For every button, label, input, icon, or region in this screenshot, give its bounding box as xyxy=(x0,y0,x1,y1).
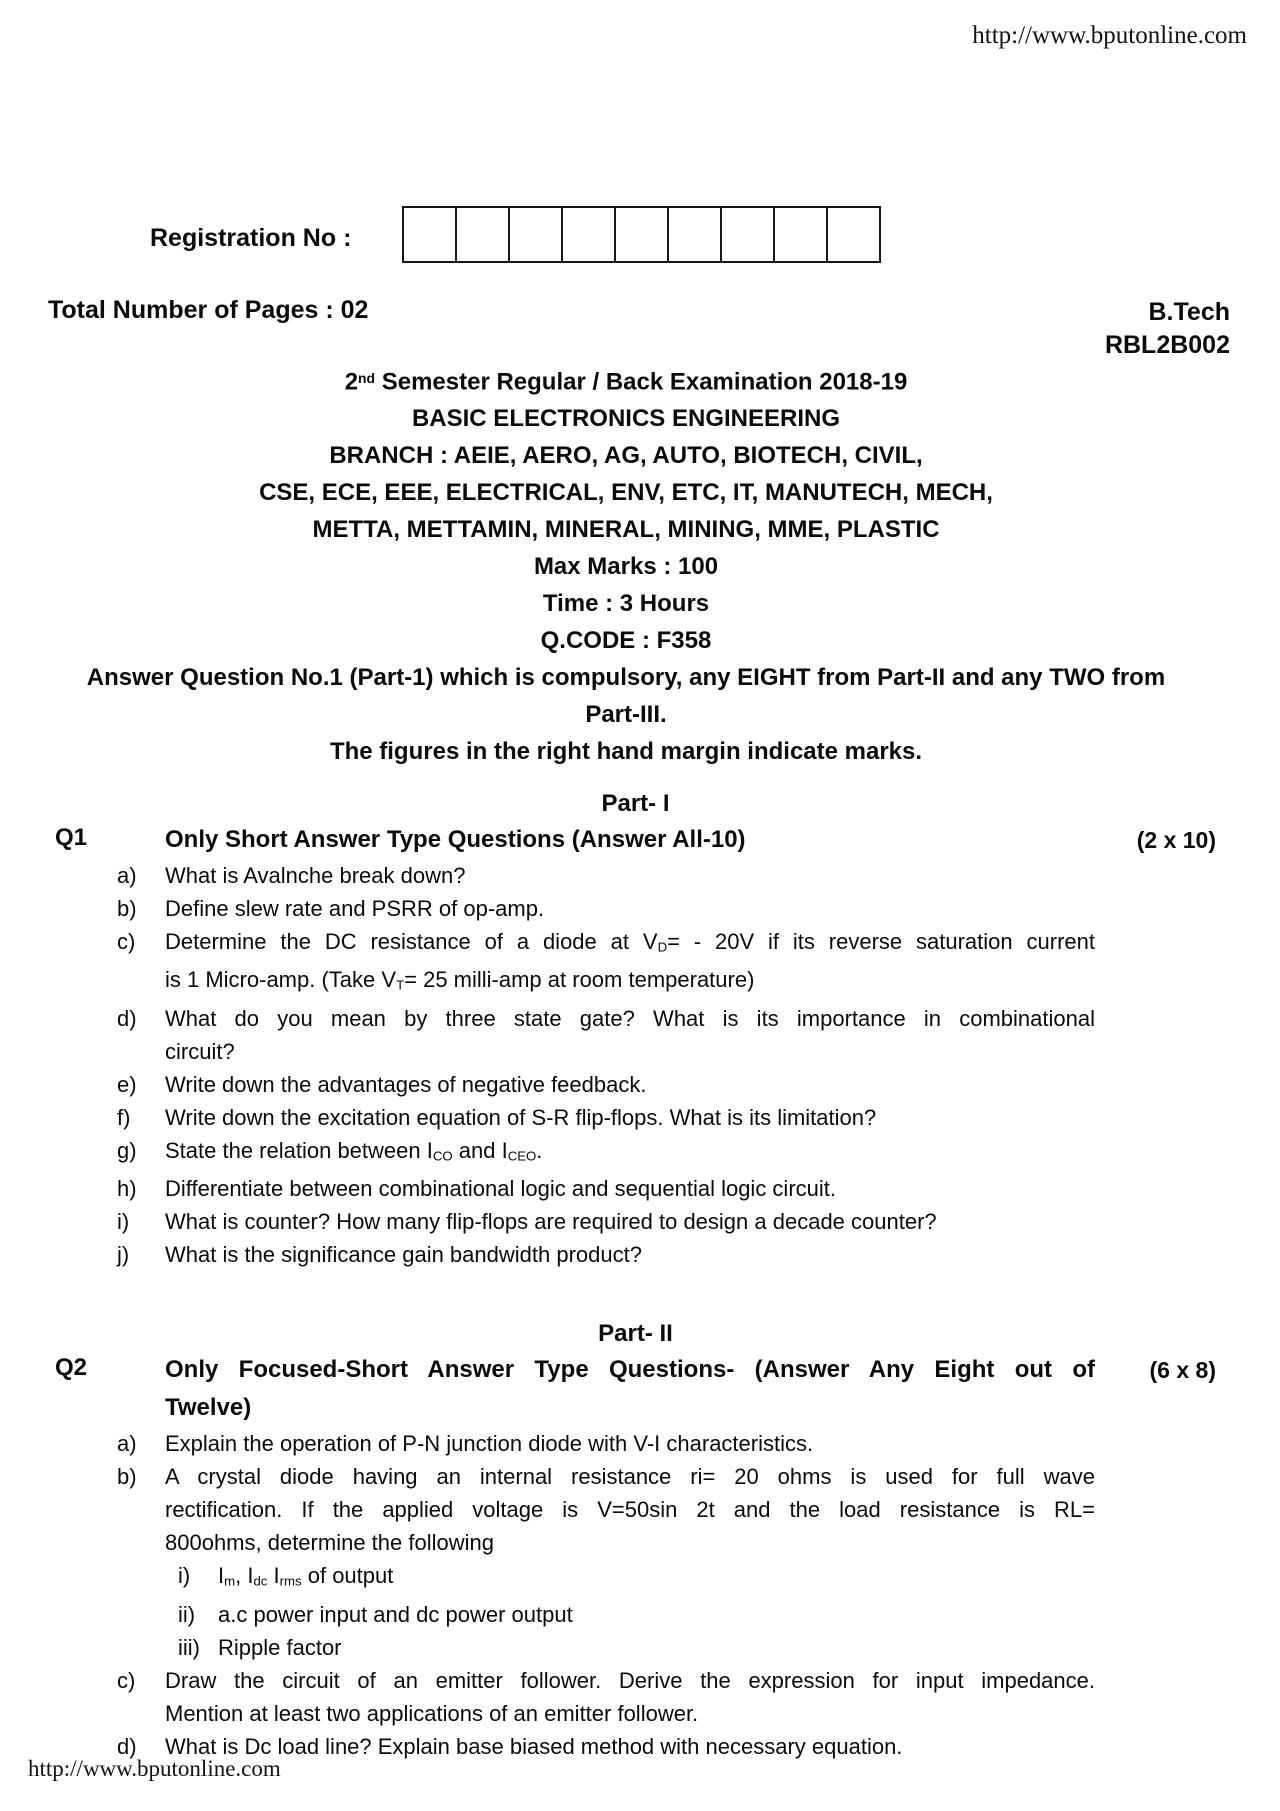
question-text xyxy=(165,1664,1095,1730)
q1-marks: (2 x 10) xyxy=(1136,827,1216,853)
question-item xyxy=(55,1172,1216,1205)
question-letter: f) xyxy=(117,1104,131,1130)
text-run: I xyxy=(218,1563,225,1589)
subquestion-line xyxy=(218,1598,1095,1631)
heading-line xyxy=(0,585,1252,622)
sub-script: D xyxy=(657,939,668,955)
question-line xyxy=(165,1035,1095,1068)
question-line xyxy=(165,1101,1095,1134)
text-run: Write down the advantages of negative feedback. xyxy=(165,1071,647,1097)
question-text xyxy=(165,1427,1095,1460)
question-item xyxy=(55,1134,1216,1172)
question-letter: d) xyxy=(117,1005,137,1031)
heading-line xyxy=(0,511,1252,548)
question-line xyxy=(165,1460,1095,1493)
question-item xyxy=(55,1002,1216,1068)
sub-script: CEO xyxy=(507,1148,537,1164)
question-letter: j) xyxy=(117,1242,130,1268)
text-run: What is Dc load line? Explain base biased method with necessary equation. xyxy=(165,1733,903,1759)
question-text xyxy=(165,1238,1095,1271)
question-line xyxy=(165,1697,1095,1730)
text-run: BASIC ELECTRONICS ENGINEERING xyxy=(411,405,841,433)
question-line xyxy=(165,925,1095,963)
q2-number: Q2 xyxy=(55,1354,88,1382)
text-run: Draw the circuit of an emitter follower. Derive the expression for input impedance. xyxy=(165,1667,1095,1693)
q1-number: Q1 xyxy=(55,824,88,851)
text-run: What is counter? How many flip-flops are required to design a decade counter? xyxy=(165,1209,937,1235)
question-line xyxy=(165,1730,1095,1763)
text-run: Ripple factor xyxy=(218,1634,342,1660)
paper-meta xyxy=(1105,296,1230,362)
total-pages-label: Total Number of Pages : 02 xyxy=(48,296,369,324)
q2-title xyxy=(165,1351,1095,1427)
text-run: . xyxy=(536,1137,543,1163)
question-item xyxy=(55,859,1216,892)
question-text xyxy=(165,1002,1095,1068)
text-run: Q.CODE : F358 xyxy=(540,627,712,655)
text-run: BRANCH : AEIE, AERO, AG, AUTO, BIOTECH, CIVIL, xyxy=(329,442,923,470)
text-run: = - 20V if its reverse saturation current xyxy=(667,929,1095,954)
question-letter: e) xyxy=(117,1071,137,1097)
text-run: METTA, METTAMIN, MINERAL, MINING, MME, PLASTIC xyxy=(312,516,940,544)
registration-box xyxy=(667,206,722,263)
text-run: Answer Question No.1 (Part-1) which is compulsory, any EIGHT from Part-II and any TWO from xyxy=(86,664,1166,692)
text-run: Part-III. xyxy=(585,701,667,729)
heading-line xyxy=(0,548,1252,585)
subquestion-text xyxy=(218,1631,1095,1664)
question-text xyxy=(165,1101,1095,1134)
text-run: What is the significance gain bandwidth product? xyxy=(165,1242,642,1268)
heading-line xyxy=(0,474,1252,511)
text-run: Mention at least two applications of an emitter follower. xyxy=(165,1700,699,1726)
paper-code: RBL2B002 xyxy=(1104,331,1230,359)
subquestion-item xyxy=(178,1631,1095,1664)
question-item xyxy=(55,925,1216,1002)
text-run: Differentiate between combinational logic and sequential logic circuit. xyxy=(165,1176,836,1202)
exam-heading xyxy=(0,360,1252,770)
text-run: a.c power input and dc power output xyxy=(218,1601,573,1627)
heading-line xyxy=(0,659,1252,696)
subquestion-line xyxy=(218,1559,1095,1597)
registration-label: Registration No : xyxy=(150,224,352,252)
heading-line xyxy=(0,437,1252,474)
registration-box xyxy=(614,206,669,263)
question-item xyxy=(55,1068,1216,1101)
question-line xyxy=(165,1238,1095,1271)
question-text xyxy=(165,859,1095,892)
q1-items xyxy=(55,859,1216,1271)
question-line xyxy=(165,1205,1095,1238)
question-body xyxy=(55,787,1216,1763)
top-url: http://www.bputonline.com xyxy=(972,22,1247,49)
degree-label: B.Tech xyxy=(1148,298,1230,326)
registration-box xyxy=(826,206,881,263)
question-line xyxy=(165,1172,1095,1205)
text-run: What is Avalnche break down? xyxy=(165,863,466,888)
text-run: 2 xyxy=(344,368,359,396)
text-run: = 25 milli-amp at room temperature) xyxy=(404,967,755,993)
text-run: Explain the operation of P-N junction diode with V-I characteristics. xyxy=(165,1431,814,1457)
registration-box xyxy=(561,206,616,263)
question-line xyxy=(165,1068,1095,1101)
question-text xyxy=(165,1730,1095,1763)
registration-box xyxy=(720,206,775,263)
q1-header xyxy=(55,821,1216,859)
sub-script: dc xyxy=(253,1573,268,1589)
subquestion-letter: ii) xyxy=(178,1601,196,1627)
text-run: Only Short Answer Type Questions (Answer All-10) xyxy=(165,826,746,853)
subquestion-item xyxy=(178,1598,1095,1631)
text-run: Define slew rate and PSRR of op-amp. xyxy=(165,896,545,921)
heading-line xyxy=(0,622,1252,659)
subquestion-text xyxy=(218,1559,1095,1597)
text-run: Determine the DC resistance of a diode at V xyxy=(165,929,658,954)
question-line xyxy=(165,892,1095,925)
question-line xyxy=(165,1493,1095,1526)
question-text xyxy=(165,1172,1095,1205)
sub-script: rms xyxy=(279,1573,302,1589)
question-text xyxy=(165,892,1095,925)
heading-line xyxy=(0,360,1252,400)
q2-title-line xyxy=(165,1351,1095,1389)
sup-script: nd xyxy=(358,370,376,386)
text-run: State the relation between I xyxy=(165,1137,433,1163)
heading-line xyxy=(0,696,1252,733)
subquestion-line xyxy=(218,1631,1095,1664)
question-line xyxy=(165,1134,1095,1172)
q1-title-line xyxy=(165,821,1095,859)
question-text xyxy=(165,1460,1095,1663)
registration-box xyxy=(402,206,457,263)
question-text xyxy=(165,1205,1095,1238)
text-run: CSE, ECE, EEE, ELECTRICAL, ENV, ETC, IT, MANUTECH, MECH, xyxy=(259,479,993,507)
text-run: Only Focused-Short Answer Type Questions- (Answer Any Eight out of xyxy=(165,1356,1095,1384)
question-text xyxy=(165,1068,1095,1101)
part1-title: Part- I xyxy=(601,790,670,817)
subquestion-letter: iii) xyxy=(178,1634,200,1660)
heading-line xyxy=(0,400,1252,437)
text-run: The figures in the right hand margin indicate marks. xyxy=(329,738,923,766)
bottom-url: http://www.bputonline.com xyxy=(28,1756,281,1781)
question-letter: h) xyxy=(117,1176,137,1202)
question-item xyxy=(55,1101,1216,1134)
sub-script: m xyxy=(224,1573,236,1589)
question-item xyxy=(55,1427,1216,1460)
question-text xyxy=(165,1134,1095,1172)
question-item xyxy=(55,1664,1216,1730)
question-line xyxy=(165,963,1095,1001)
question-line xyxy=(165,1664,1095,1697)
text-run: and I xyxy=(452,1137,508,1163)
q2-header xyxy=(55,1351,1216,1427)
question-line xyxy=(165,1002,1095,1035)
q2-marks: (6 x 8) xyxy=(1149,1357,1216,1384)
text-run: What do you mean by three state gate? What is its importance in combinational xyxy=(165,1005,1095,1031)
question-item xyxy=(55,1460,1216,1663)
text-run: rectification. If the applied voltage is V=50sin 2t and the load resistance is RL= xyxy=(165,1497,1095,1523)
text-run: A crystal diode having an internal resistance ri= 20 ohms is used for full wave xyxy=(165,1464,1095,1490)
registration-boxes xyxy=(402,206,881,263)
heading-line xyxy=(0,733,1252,770)
question-letter: d) xyxy=(117,1733,137,1759)
text-run: 800ohms, determine the following xyxy=(165,1530,494,1556)
question-letter: c) xyxy=(117,1667,136,1693)
subquestion-text xyxy=(218,1598,1095,1631)
question-text xyxy=(165,925,1095,1002)
question-letter: a) xyxy=(117,1431,137,1457)
question-item xyxy=(55,1205,1216,1238)
text-run: Time : 3 Hours xyxy=(542,590,710,618)
question-letter: a) xyxy=(117,863,137,888)
question-letter: i) xyxy=(117,1209,130,1235)
registration-box xyxy=(455,206,510,263)
text-run: I xyxy=(267,1563,280,1589)
question-letter: b) xyxy=(117,1464,137,1490)
question-item xyxy=(55,892,1216,925)
question-letter: b) xyxy=(117,896,137,921)
text-run: is 1 Micro-amp. (Take V xyxy=(165,967,397,993)
q1-title xyxy=(165,821,1095,859)
q2-items xyxy=(55,1427,1216,1762)
registration-box xyxy=(508,206,563,263)
text-run: Semester Regular / Back Examination 2018-19 xyxy=(375,368,908,396)
text-run: Max Marks : 100 xyxy=(533,553,719,581)
sub-script: T xyxy=(396,977,405,993)
text-run: of output xyxy=(301,1563,394,1589)
text-run: , I xyxy=(235,1563,254,1589)
subquestion-letter: i) xyxy=(178,1563,191,1589)
question-item xyxy=(55,1238,1216,1271)
q2-title-line xyxy=(165,1389,1095,1427)
question-line xyxy=(165,1526,1095,1559)
part2-title: Part- II xyxy=(598,1320,673,1348)
registration-box xyxy=(773,206,828,263)
question-line xyxy=(165,859,1095,892)
text-run: Twelve) xyxy=(165,1394,252,1422)
subquestion-item xyxy=(178,1559,1095,1597)
question-line xyxy=(165,1427,1095,1460)
sub-script: CO xyxy=(432,1148,453,1164)
text-run: circuit? xyxy=(165,1038,235,1064)
text-run: Write down the excitation equation of S-R flip-flops. What is its limitation? xyxy=(165,1104,877,1130)
spacer xyxy=(55,1271,1216,1317)
question-letter: g) xyxy=(117,1137,137,1163)
question-letter: c) xyxy=(117,929,136,954)
